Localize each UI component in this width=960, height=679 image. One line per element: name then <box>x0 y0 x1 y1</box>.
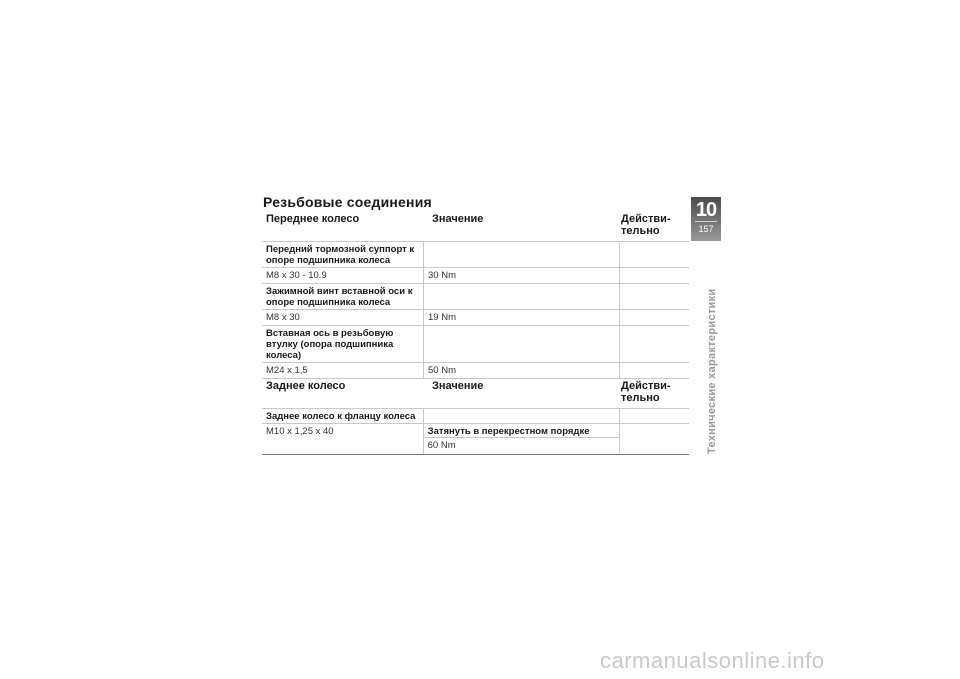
row-label: Заднее колесо к фланцу колеса <box>266 411 416 422</box>
row-value <box>423 326 619 362</box>
table-row <box>262 424 689 455</box>
table-row <box>262 310 689 326</box>
row-value-group <box>423 424 620 454</box>
row-label-line: Передний тормозной суппорт к <box>266 244 415 255</box>
row-value: 60 Nm <box>427 440 456 451</box>
row-label-line: Зажимной винт вставной оси к <box>266 286 413 297</box>
table-row <box>262 326 689 363</box>
row-label-line: Вставная ось в резьбовую <box>266 328 394 339</box>
header-col1: Заднее колесо <box>266 380 346 392</box>
header-col3 <box>619 211 689 241</box>
table-row <box>262 363 689 379</box>
row-actual <box>619 424 689 454</box>
row-label <box>262 326 423 362</box>
row-actual <box>619 268 689 283</box>
chapter-label: Технические характеристики <box>706 288 718 454</box>
front-wheel-table <box>262 211 689 379</box>
header-col3 <box>619 378 689 408</box>
row-value: 50 Nm <box>423 363 619 378</box>
row-value: 30 Nm <box>423 268 619 283</box>
row-value <box>423 409 619 423</box>
chapter-number: 10 <box>695 199 717 221</box>
table-row <box>262 242 689 268</box>
rear-wheel-table <box>262 378 689 455</box>
row-spec: M10 x 1,25 x 40 <box>266 426 334 437</box>
table-row <box>262 284 689 310</box>
watermark: carmanualsonline.info <box>600 648 825 673</box>
chapter-badge <box>691 197 721 241</box>
table-header <box>262 378 689 409</box>
header-col3-line2: тельно <box>621 392 660 404</box>
header-col1: Переднее колесо <box>266 213 360 225</box>
row-actual <box>619 310 689 325</box>
header-col2: Значение <box>432 213 484 225</box>
row-value <box>423 284 619 309</box>
table-row <box>262 268 689 284</box>
row-label-line: опоре подшипника колеса <box>266 297 391 308</box>
header-col2: Значение <box>432 380 484 392</box>
table-row <box>262 409 689 424</box>
row-spec: M8 x 30 <box>266 312 300 323</box>
page-number: 157 <box>698 224 714 234</box>
header-col3-line2: тельно <box>621 225 660 237</box>
row-value: 19 Nm <box>423 310 619 325</box>
row-label <box>262 242 423 267</box>
row-label <box>262 284 423 309</box>
row-value-label: Затянуть в перекрестном порядке <box>424 424 620 438</box>
page-title: Резьбовые соединения <box>263 194 432 210</box>
row-actual <box>619 363 689 378</box>
badge-divider <box>695 221 717 222</box>
table-header <box>262 211 689 242</box>
header-col3-line1: Действи- <box>621 213 671 225</box>
row-spec: M24 x 1,5 <box>266 365 308 376</box>
row-label-line: колеса) <box>266 350 302 361</box>
row-label-line: опоре подшипника колеса <box>266 255 391 266</box>
row-actual <box>619 242 689 267</box>
row-value <box>423 242 619 267</box>
row-label-line: втулку (опора подшипника <box>266 339 394 350</box>
row-actual <box>619 326 689 362</box>
header-col3-line1: Действи- <box>621 380 671 392</box>
row-actual <box>619 409 689 423</box>
row-spec: M8 x 30 - 10.9 <box>266 270 327 281</box>
row-actual <box>619 284 689 309</box>
